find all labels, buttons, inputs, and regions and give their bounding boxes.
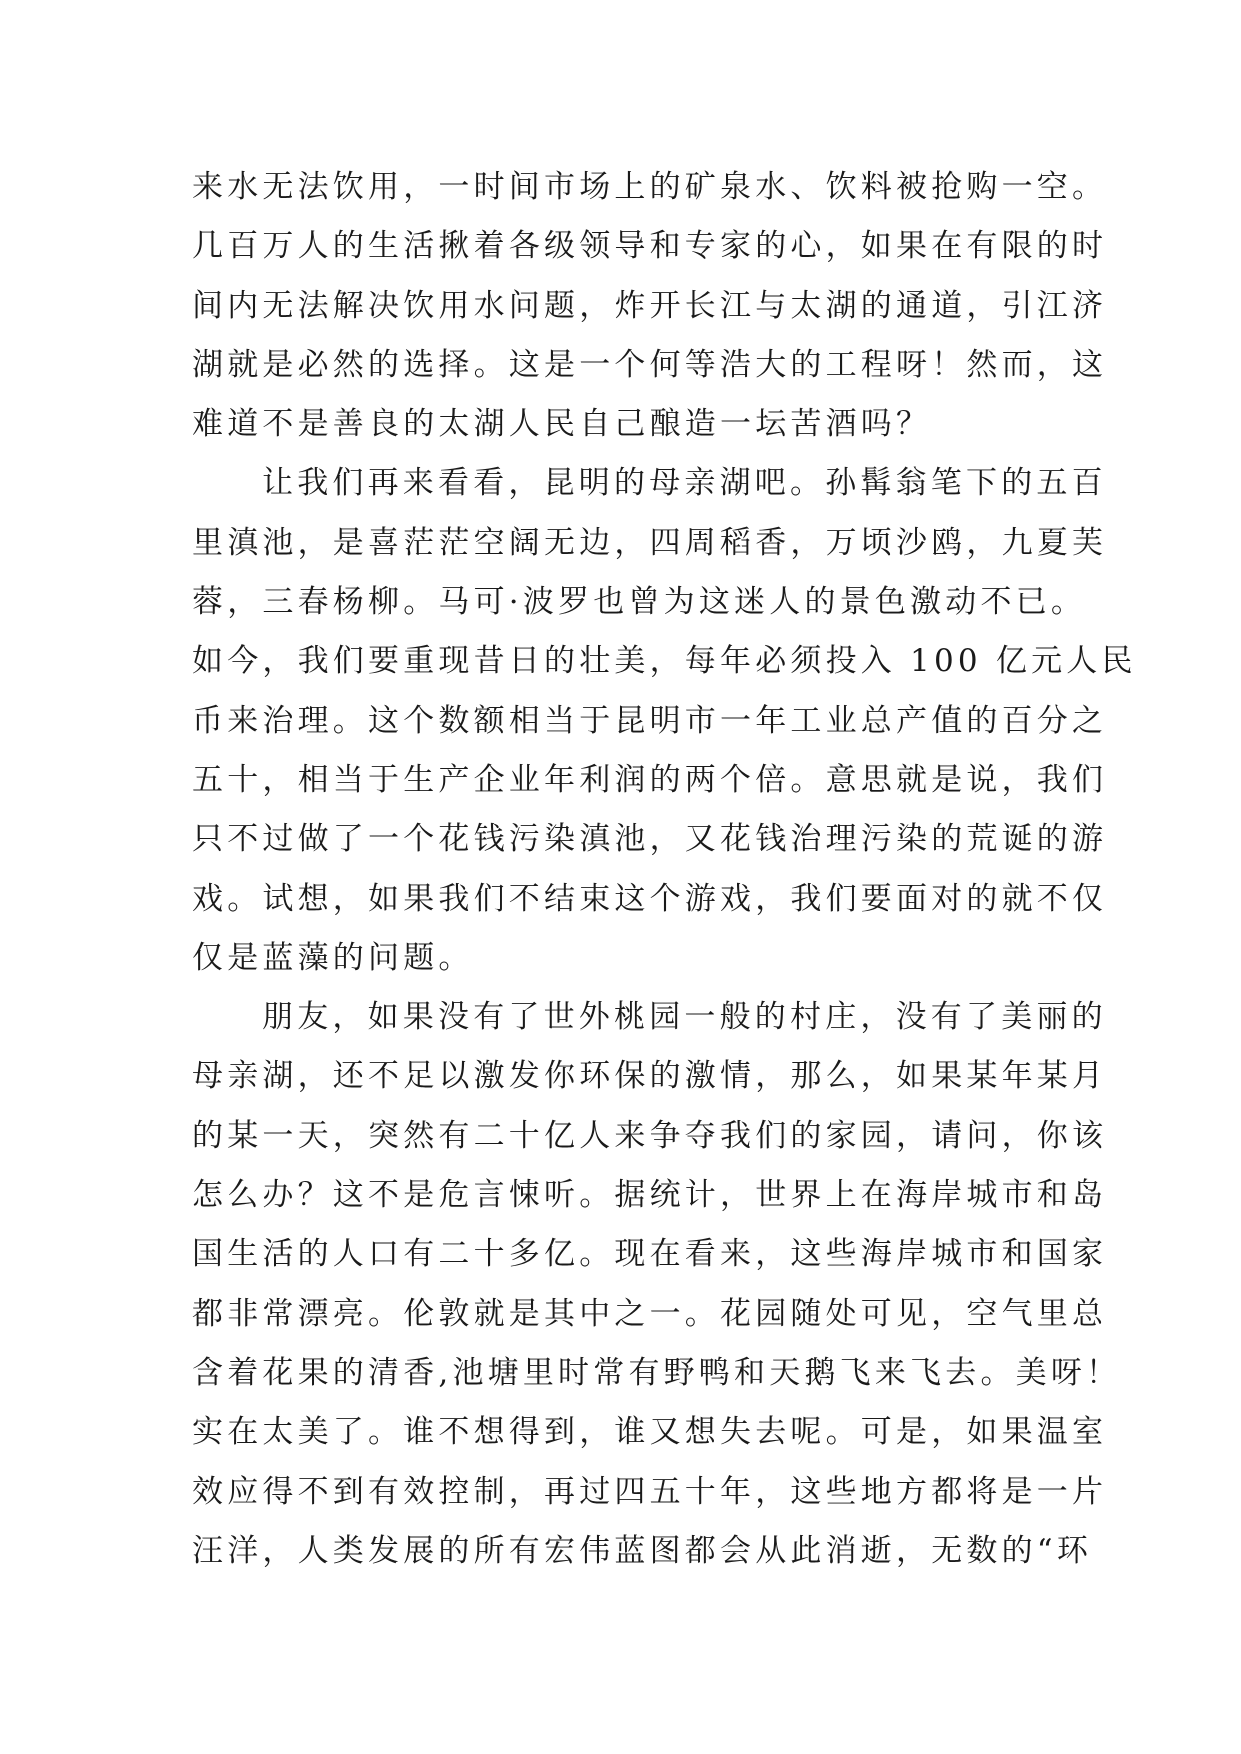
text-line: 实在太美了。谁不想得到，谁又想失去呢。可是，如果温室 <box>192 1414 1108 1451</box>
text-line: 里滇池，是喜茫茫空阔无边，四周稻香，万顷沙鸥，九夏芙 <box>192 524 1108 561</box>
text-line: 的某一天，突然有二十亿人来争夺我们的家园，请问，你该 <box>192 1117 1108 1154</box>
text-line: 来水无法饮用，一时间市场上的矿泉水、饮料被抢购一空。 <box>192 169 1108 205</box>
text-line: 间内无法解决饮用水问题，炸开长江与太湖的通道，引江济 <box>192 287 1108 324</box>
body-text <box>192 158 1137 1581</box>
text-line: 母亲湖，还不足以激发你环保的激情，那么，如果某年某月 <box>192 1058 1108 1095</box>
text-line: 几百万人的生活揪着各级领导和专家的心，如果在有限的时 <box>192 228 1108 265</box>
text-line: 汪洋，人类发展的所有宏伟蓝图都会从此消逝，无数的“环 <box>192 1532 1093 1569</box>
text-line: 含着花果的清香,池塘里时常有野鸭和天鹅飞来飞去。美呀！ <box>192 1354 1122 1391</box>
text-line: 怎么办？这不是危言悚听。据统计，世界上在海岸城市和岛 <box>192 1177 1108 1214</box>
text-line: 蓉，三春杨柳。马可·波罗也曾为这迷人的景色激动不已。 <box>192 584 1087 621</box>
paragraph-first-line: 让我们再来看看，昆明的母亲湖吧。孙髯翁笔下的五百 <box>262 465 1107 502</box>
text-line: 难道不是善良的太湖人民自己酿造一坛苦酒吗？ <box>192 406 932 443</box>
text-line: 效应得不到有效控制，再过四五十年，这些地方都将是一片 <box>192 1473 1108 1510</box>
paragraph-first-line: 朋友，如果没有了世外桃园一般的村庄，没有了美丽的 <box>262 999 1107 1036</box>
text-line: 仅是蓝藻的问题。 <box>192 939 474 976</box>
text-line: 湖就是必然的选择。这是一个何等浩大的工程呀！然而，这 <box>192 346 1108 383</box>
text-line: 币来治理。这个数额相当于昆明市一年工业总产值的百分之 <box>192 702 1108 739</box>
text-line: 国生活的人口有二十多亿。现在看来，这些海岸城市和国家 <box>192 1236 1108 1273</box>
text-line: 只不过做了一个花钱污染滇池，又花钱治理污染的荒诞的游 <box>192 821 1108 858</box>
text-line: 如今，我们要重现昔日的壮美，每年必须投入 100 亿元人民 <box>192 643 1137 680</box>
text-line: 都非常漂亮。伦敦就是其中之一。花园随处可见，空气里总 <box>192 1295 1108 1332</box>
text-line: 五十，相当于生产企业年利润的两个倍。意思就是说，我们 <box>192 761 1108 798</box>
text-line: 戏。试想，如果我们不结束这个游戏，我们要面对的就不仅 <box>192 880 1108 917</box>
